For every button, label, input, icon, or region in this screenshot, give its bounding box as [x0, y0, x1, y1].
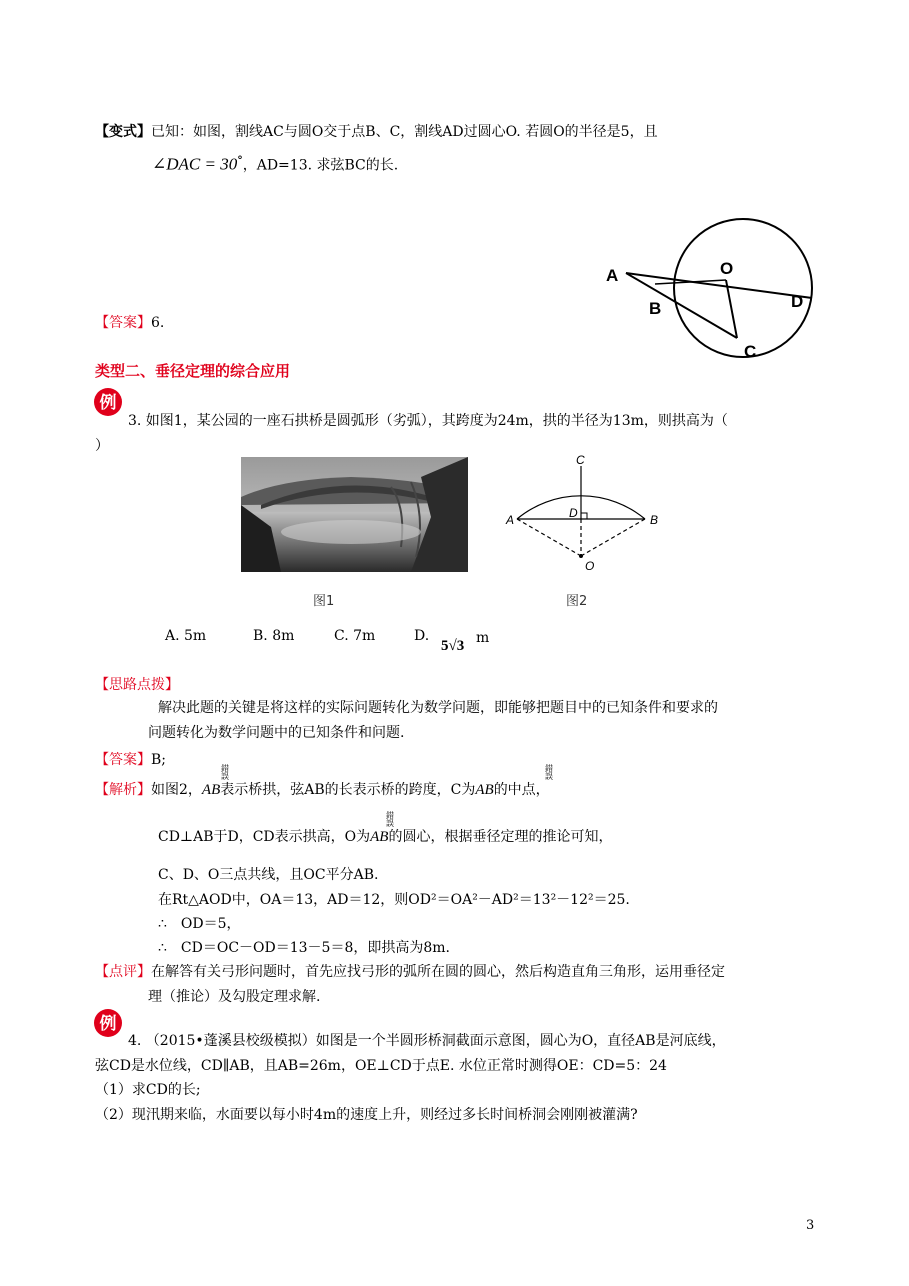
fig2-label-B: B: [650, 513, 659, 527]
fig2-caption: 图2: [566, 594, 588, 609]
comment-line-1: [95, 961, 725, 981]
analysis-line-1: [95, 779, 550, 799]
option-d-expr: 5√3: [441, 638, 465, 654]
analysis-tag: 【解析】: [95, 782, 151, 798]
label-O: O: [720, 259, 734, 278]
variant-text: 已知：如图，割线AC与圆O交于点B、C，割线AD过圆心O. 若圆O的半径是5，且: [151, 124, 658, 140]
label-A: A: [606, 266, 619, 285]
arc-ab-1: AB: [201, 782, 221, 798]
hint-line-1: 解决此题的关键是将这样的实际问题转化为数学问题，即能够把题目中的已知条件和要求的: [158, 700, 718, 716]
example-badge-icon-2: [93, 1008, 123, 1038]
variant-answer: [95, 312, 164, 332]
analysis-mid: 表示桥拱，弦AB的长表示桥的跨度，C为: [220, 782, 476, 798]
analysis-2-pre: CD⊥AB于D，CD表示拱高，O为: [158, 829, 371, 845]
section-title: 类型二、垂径定理的综合应用: [95, 362, 291, 380]
analysis-line-3: C、D、O三点共线，且OC平分AB.: [158, 867, 379, 883]
ex4-line-2: 弦CD是水位线，CD∥AB，且AB=26m，OE⊥CD于点E. 水位正常时测得OE：CD=5：24: [95, 1058, 667, 1074]
hint-tag: 【思路点拨】: [95, 677, 179, 693]
page-number: 3: [806, 1218, 815, 1233]
option-c: C. 7m: [334, 628, 376, 644]
ex4-question-2: （2）现汛期来临，水面要以每小时4m的速度上升，则经过多长时间桥洞会刚刚被灌满?: [95, 1107, 638, 1123]
comment-line-2: 理（推论）及勾股定理求解.: [148, 989, 321, 1005]
fig2-label-D: D: [569, 506, 578, 520]
analysis-line-2: [158, 826, 612, 846]
analysis-pre: 如图2，: [151, 782, 202, 798]
example-badge-icon: [93, 387, 123, 417]
ex4-question-1: （1）求CD的长;: [95, 1082, 201, 1098]
ex3-stem-line-1: 3. 如图1，某公园的一座石拱桥是圆弧形（劣弧），其跨度为24m，拱的半径为13m，则拱高为（: [128, 413, 728, 429]
arc-ab-2: AB: [475, 782, 494, 798]
answer-value: 6.: [151, 315, 165, 331]
option-b: B. 8m: [253, 628, 295, 644]
comment-text-1: 在解答有关弓形问题时，首先应找弓形的弧所在圆的圆心，然后构造直角三角形，运用垂径定: [151, 964, 725, 980]
analysis-line-4: 在Rt△AOD中，OA＝13，AD＝12，则OD²＝OA²－AD²＝13²－12²＝25.: [158, 892, 630, 908]
option-a: A. 5m: [165, 628, 207, 644]
comment-tag: 【点评】: [95, 964, 151, 980]
analysis-2-post: 的圆心，根据垂径定理的推论可知，: [388, 829, 613, 845]
variant-circle-figure: [600, 215, 830, 375]
badge-text-2: 例: [99, 1014, 117, 1033]
variant-text-2: ，AD=13. 求弦BC的长.: [242, 157, 399, 174]
arc-note-1: 錯誤: [221, 764, 229, 781]
label-C: C: [744, 342, 757, 361]
degree-mark: °: [237, 154, 243, 167]
label-D: D: [791, 292, 804, 311]
analysis-line-5: ∴ OD＝5，: [158, 916, 241, 932]
option-d-unit: m: [476, 630, 490, 646]
fig2-label-O: O: [585, 559, 595, 573]
badge-text: 例: [99, 393, 117, 412]
analysis-line-6: ∴ CD＝OC－OD＝13－5＝8，即拱高为8m.: [158, 940, 450, 956]
arc-ab-3: AB: [370, 829, 389, 845]
option-d: [414, 628, 429, 644]
hint-line-2: 问题转化为数学问题中的已知条件和问题.: [148, 725, 405, 741]
analysis-post: 的中点，: [493, 782, 550, 798]
bridge-photo: [241, 457, 468, 572]
arch-diagram: [503, 452, 673, 577]
fig2-label-C: C: [576, 453, 585, 467]
fig2-label-A: A: [506, 513, 515, 527]
angle-expression: ∠DAC = 30: [152, 154, 238, 174]
variant-tag: 【变式】: [95, 124, 151, 140]
fig1-caption: 图1: [313, 594, 335, 609]
ex3-answer-tag: 【答案】: [95, 752, 151, 768]
ex4-line-1: 4. （2015•蓬溪县校级模拟）如图是一个半圆形桥洞截面示意图，圆心为O，直径AB是河底线，: [128, 1033, 726, 1049]
ex3-stem-line-2: ）: [95, 438, 109, 454]
ex3-answer: [95, 749, 166, 769]
option-d-prefix: D.: [414, 628, 430, 644]
label-B: B: [649, 299, 662, 318]
answer-tag: 【答案】: [95, 315, 151, 331]
ex3-answer-value: B;: [151, 752, 167, 768]
arc-note-2: 錯誤: [545, 764, 553, 781]
arc-note-3: 錯誤: [386, 811, 394, 828]
variant-line-2: [152, 154, 398, 175]
variant-line-1: [95, 121, 658, 141]
